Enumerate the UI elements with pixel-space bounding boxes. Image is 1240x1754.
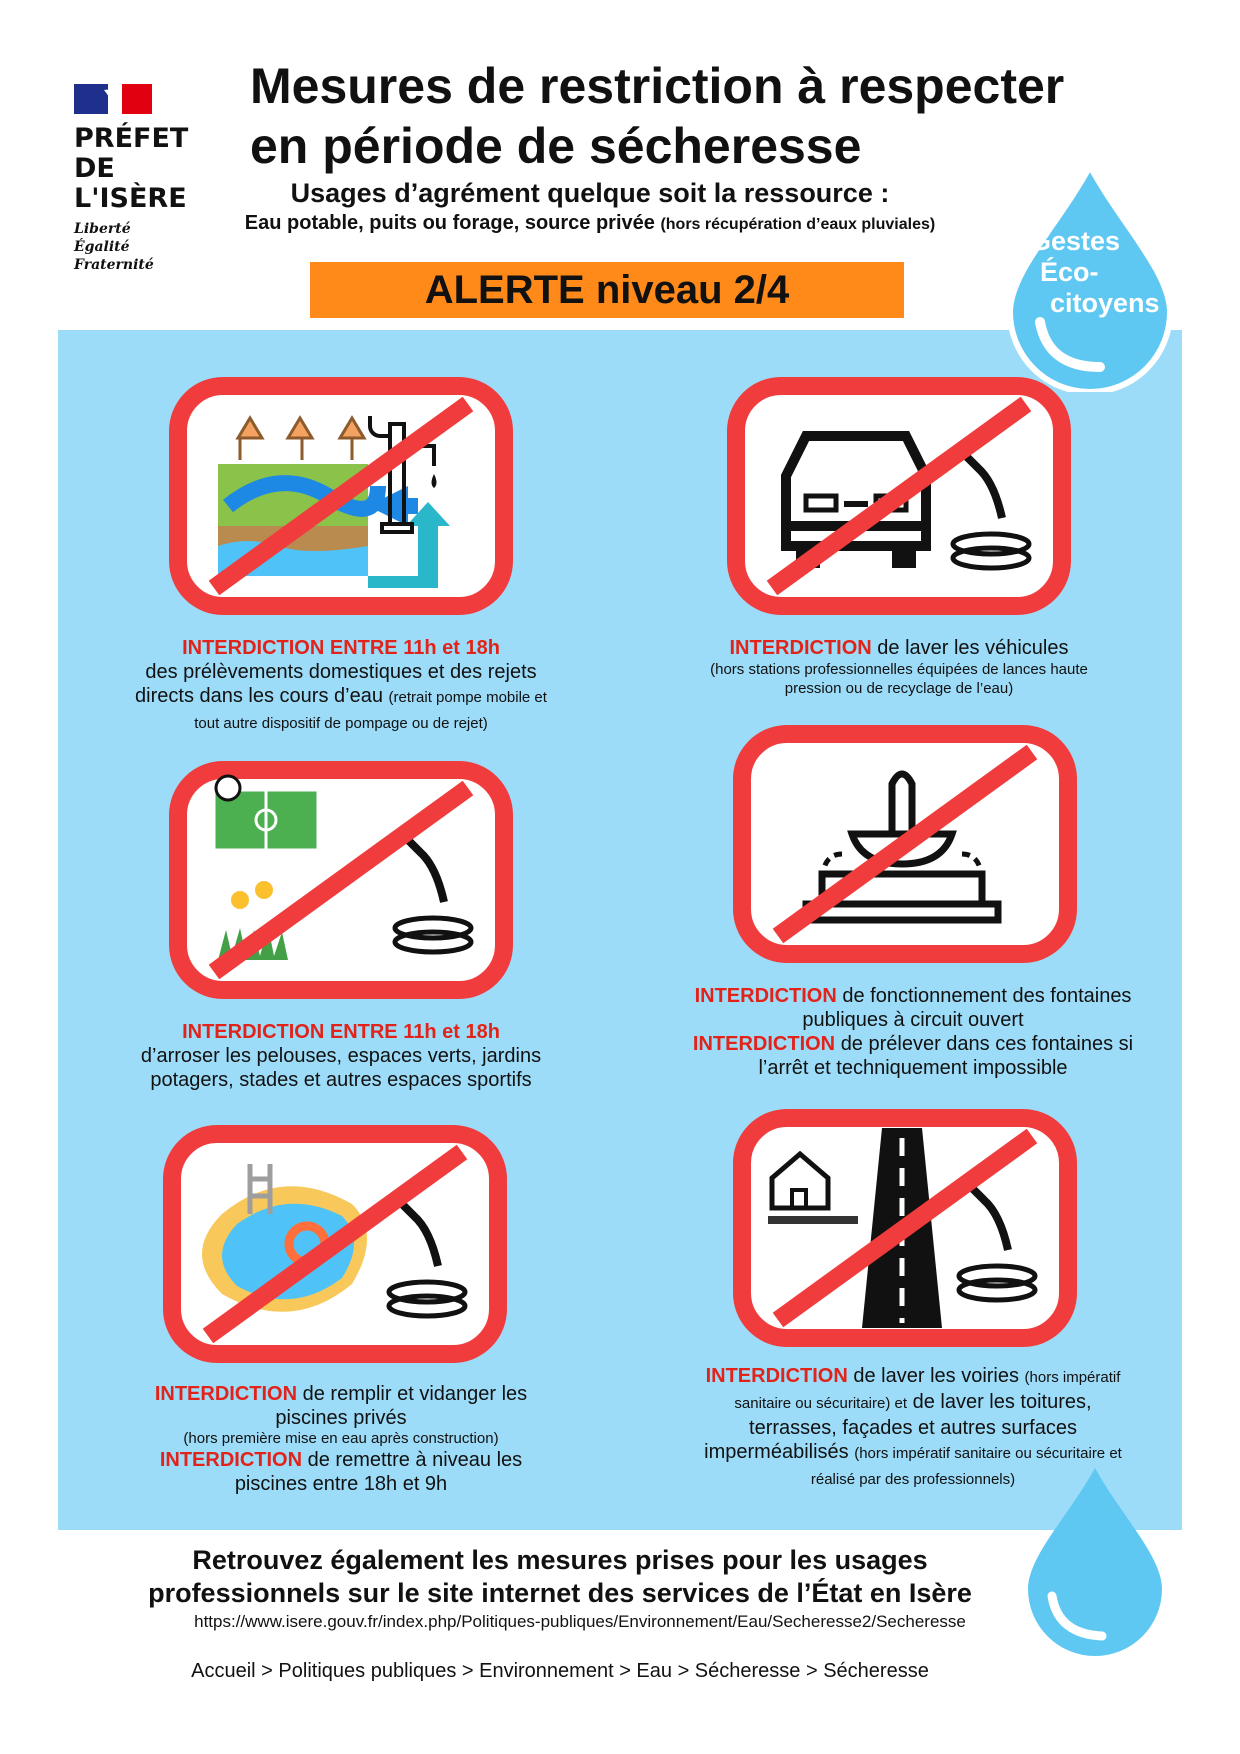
title-line1: Mesures de restriction à respecter [250, 58, 1065, 114]
title-line2: en période de sécheresse [250, 118, 862, 174]
rule-1-note: (retrait pompe mobile et tout autre dispositif de pompage ou de rejet) [194, 689, 547, 732]
rule-4-main2: de prélever dans ces fontaines si l’arrêt et techniquement impossible [758, 1033, 1134, 1079]
logo-line1: PRÉFET [74, 123, 189, 154]
rule-5-line2 [128, 1448, 554, 1496]
alert-banner: ALERTE niveau 2/4 [310, 262, 904, 318]
rule-5-red: INTERDICTION [154, 1383, 298, 1405]
rule-4-red2: INTERDICTION [692, 1033, 836, 1055]
lawn-hose-icon [168, 760, 514, 1000]
motto-liberte: Liberté [74, 221, 131, 237]
rule-4-line1 [680, 984, 1146, 1032]
drop-badge-text [1030, 226, 1170, 319]
rule-5-main2: de remettre à niveau les piscines entre 18h et 9h [234, 1449, 523, 1495]
drop-line2: Éco- [1040, 257, 1099, 287]
motto-fraternite: Fraternité [74, 257, 154, 273]
rule-4-text [680, 984, 1146, 1080]
sign-lawn [168, 760, 514, 1000]
car-hose-icon [726, 376, 1072, 616]
rule-2-main: de laver les véhicules [877, 637, 1069, 659]
rule-5-red2: INTERDICTION [159, 1449, 303, 1471]
marianne-flag-icon [74, 84, 152, 114]
rule-6-main: de laver les voiries [853, 1365, 1019, 1387]
footer-line1: Retrouvez également les mesures prises pour les usages [192, 1545, 928, 1575]
fountain-icon [732, 724, 1078, 964]
sign-road [732, 1108, 1078, 1348]
rule-5-main: de remplir et vidanger les piscines privés [275, 1383, 528, 1429]
sign-river-pump [168, 376, 514, 616]
pool-hose-icon [162, 1124, 508, 1364]
rule-3-red: INTERDICTION ENTRE 11h et 18h [182, 1021, 500, 1043]
rule-6-note: (hors impératif sanitaire ou sécuritaire) et [734, 1369, 1121, 1412]
drop-line3: citoyens [1050, 288, 1160, 318]
rule-2-note: (hors stations professionnelles équipées de lances haute pression ou de recyclage de l’eau) [710, 661, 1088, 697]
river-pump-icon [168, 376, 514, 616]
sources: Eau potable, puits ou forage, source privée [244, 212, 655, 234]
rule-4-main: de fonctionnement des fontaines publiques à circuit ouvert [802, 985, 1132, 1031]
rule-5-note: (hors première mise en eau après construction) [183, 1430, 499, 1447]
sources-line [150, 212, 1030, 235]
footer-breadcrumb: Accueil > Politiques publiques > Environnement > Eau > Sécheresse > Sécheresse [191, 1660, 929, 1682]
logo-line2: DE L'ISÈRE [74, 153, 187, 214]
rule-6-red: INTERDICTION [705, 1365, 848, 1387]
rule-2-red: INTERDICTION [729, 637, 872, 659]
rule-6-main2: de laver les toitures, terrasses, façades et autres surfaces imperméabilisés [704, 1391, 1092, 1463]
rule-3-main: d’arroser les pelouses, espaces verts, jardins potagers, stades et autres espaces sportifs [140, 1045, 542, 1091]
rule-4-red: INTERDICTION [694, 985, 837, 1007]
rule-1-main: des prélèvements domestiques et des rejets directs dans les cours d’eau [135, 661, 537, 707]
rule-1-red: INTERDICTION ENTRE 11h et 18h [182, 637, 500, 659]
sign-car-wash [726, 376, 1072, 616]
footer-heading [60, 1544, 1060, 1610]
rule-5-line1 [128, 1382, 554, 1430]
sign-pool [162, 1124, 508, 1364]
motto-egalite: Égalité [74, 239, 130, 255]
page-title [250, 56, 1150, 176]
rule-3-text [128, 1020, 554, 1092]
footer-url[interactable]: https://www.isere.gouv.fr/index.php/Politiques-publiques/Environnement/Eau/Secheresse2/Secheresse [194, 1612, 966, 1631]
rule-4-line2 [680, 1032, 1146, 1080]
rule-6-note2: (hors impératif sanitaire ou sécuritaire et réalisé par des professionnels) [810, 1445, 1122, 1488]
rule-2-text [686, 636, 1112, 698]
rule-1-text [128, 636, 554, 736]
drop-line1: Gestes [1030, 226, 1121, 256]
sign-fountain [732, 724, 1078, 964]
sources-note: (hors récupération d’eaux pluviales) [660, 216, 936, 233]
subtitle: Usages d’agrément quelque soit la ressource : [290, 178, 890, 208]
rule-5-text [128, 1382, 554, 1496]
road-house-hose-icon [732, 1108, 1078, 1348]
footer-line2: professionnels sur le site internet des services de l’État en Isère [148, 1578, 972, 1608]
rule-2-line [686, 636, 1112, 660]
